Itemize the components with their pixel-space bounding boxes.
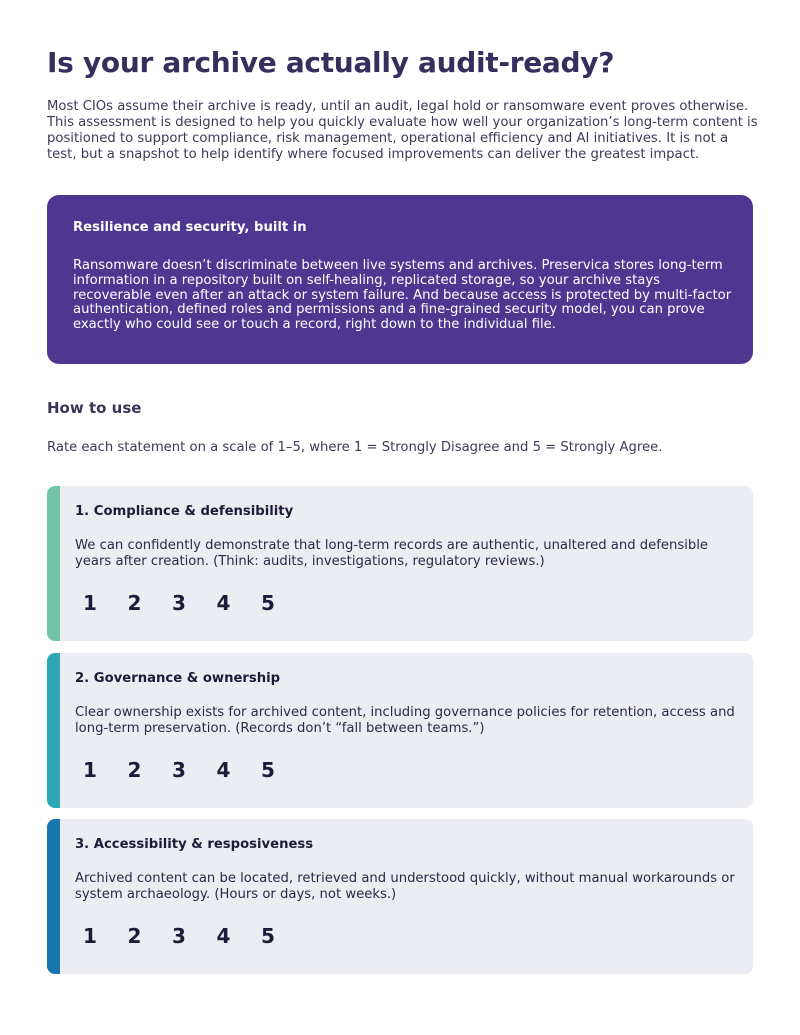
statement-text: Clear ownership exists for archived content, including governance policies for retention, access and long-term preservation. (Records don’t “fall between teams.”) <box>75 705 735 736</box>
statement-title: 2. Governance & ownership <box>75 671 281 686</box>
rating-option-5[interactable]: 5 <box>261 758 275 782</box>
rating-option-1[interactable]: 1 <box>83 591 97 615</box>
rating-scale <box>77 591 300 615</box>
statement-card-accessibility <box>47 819 753 974</box>
card-accent-bar <box>47 819 60 974</box>
callout-body: Ransomware doesn’t discriminate between live systems and archives. Preservica stores long-term information in a repository built on self-healing, replicated storage, so your archive stays recoverable even after an attack or system failure. And because access is protected by multi-factor authentication, defined roles and permissions and a fine-grained security model, you can prove exactly who could see or touch a record, right down to the individual file. <box>73 258 732 333</box>
rating-option-2[interactable]: 2 <box>127 924 142 948</box>
resilience-callout <box>47 195 753 364</box>
card-accent-bar <box>47 653 60 808</box>
rating-scale <box>77 758 300 782</box>
how-to-use-instructions: Rate each statement on a scale of 1–5, where 1 = Strongly Disagree and 5 = Strongly Agree. <box>47 440 663 455</box>
statement-text: We can confidently demonstrate that long-term records are authentic, unaltered and defensible years after creation. (Think: audits, investigations, regulatory reviews.) <box>75 538 709 569</box>
rating-option-1[interactable]: 1 <box>83 924 97 948</box>
intro-paragraph: Most CIOs assume their archive is ready, until an audit, legal hold or ransomware event proves otherwise. This assessment is designed to help you quickly evaluate how well your organization’s long-term content is positioned to support compliance, risk management, operational efficiency and AI initiatives. It is not a test, but a snapshot to help identify where focused improvements can deliver the greatest impact. <box>47 99 758 162</box>
how-to-use-heading: How to use <box>47 399 142 417</box>
rating-option-3[interactable]: 3 <box>172 758 186 782</box>
statement-text: Archived content can be located, retrieved and understood quickly, without manual workarounds or system archaeology. (Hours or days, not weeks.) <box>75 871 735 902</box>
statement-card-compliance <box>47 486 753 641</box>
rating-option-5[interactable]: 5 <box>261 924 275 948</box>
rating-option-5[interactable]: 5 <box>261 591 275 615</box>
statement-card-governance <box>47 653 753 808</box>
rating-option-2[interactable]: 2 <box>127 758 142 782</box>
statement-title: 1. Compliance & defensibility <box>75 504 294 519</box>
rating-option-4[interactable]: 4 <box>216 758 231 782</box>
rating-option-2[interactable]: 2 <box>127 591 142 615</box>
rating-scale <box>77 924 300 948</box>
rating-option-1[interactable]: 1 <box>83 758 97 782</box>
rating-option-3[interactable]: 3 <box>172 924 186 948</box>
callout-title: Resilience and security, built in <box>73 220 307 235</box>
page-title: Is your archive actually audit-ready? <box>47 46 615 79</box>
rating-option-4[interactable]: 4 <box>216 924 231 948</box>
rating-option-4[interactable]: 4 <box>216 591 231 615</box>
card-accent-bar <box>47 486 60 641</box>
rating-option-3[interactable]: 3 <box>172 591 186 615</box>
statement-title: 3. Accessibility & resposiveness <box>75 837 314 852</box>
